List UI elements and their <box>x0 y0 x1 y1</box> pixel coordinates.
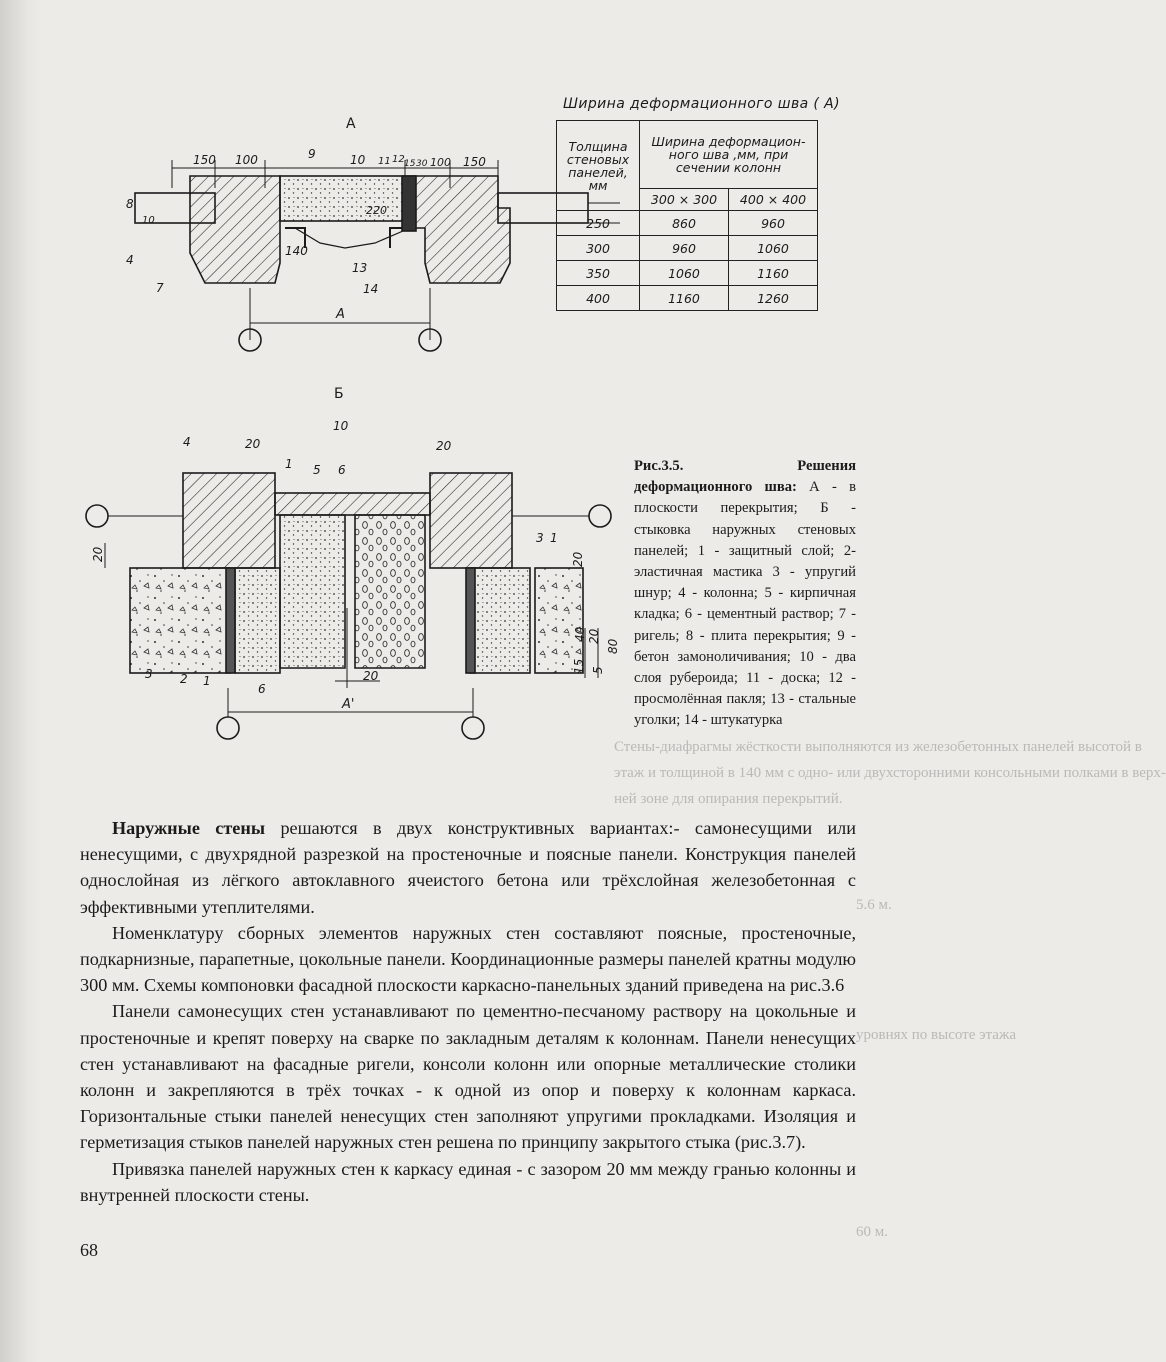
header-joint-width: Ширина деформацион- ного шва ,мм, при сечении колонн <box>640 121 818 189</box>
mark-3-b: 3 <box>536 531 544 545</box>
cell-value-300: 960 <box>640 236 729 261</box>
mark-10-vertical: 10 <box>142 215 155 226</box>
bleed-through-line: ней зоне для опирания перекрытий. <box>614 791 843 807</box>
dim-20-top-left: 20 <box>245 437 261 451</box>
term-outer-walls: Наружные стены <box>112 818 266 838</box>
cell-value-400: 1260 <box>728 286 817 311</box>
cell-value-300: 1060 <box>640 261 729 286</box>
caption-text: А - в плоскости перекрытия; Б - стыковка наружных стеновых панелей; 1 - защитный слой; 2- эластичная мастика 3 - упругий шнур; 4 - колонна; 5 - кирпичная кладка; 6 - цементный раствор; 7 - ригель; 8 - плита перекрытия; 9 - бетон замоноличивания; 10 - два слоя рубероида; 11 - доска; 12 - просмолённая пакля; 13 - стальные уголки; 14 - штукатурка <box>634 479 857 729</box>
paragraph: Номенклатуру сборных элементов наружных стен составляют поясные, простеночные, подкарнизные, парапетные, цокольные панели. Координационные размеры панелей кратны модулю 300 мм. Схемы компоновки фасадной плоскости каркасно-панельных зданий приведена на рис.3.6 <box>80 922 856 996</box>
bleed-through-line: уровнях по высоте этажа <box>856 1027 1016 1043</box>
dim-80: 80 <box>606 638 620 654</box>
caption-title: Рис.3.5. Решения деформационного шва: <box>634 458 856 496</box>
cell-thickness: 350 <box>557 261 640 286</box>
header-section-300: 300 × 300 <box>640 189 729 211</box>
mark-1-b: 1 <box>285 457 293 471</box>
dim-20-left: 20 <box>91 546 105 562</box>
dim-220: 220 <box>366 204 387 217</box>
dim-100-right: 100 <box>430 156 451 169</box>
dim-150-left: 150 <box>193 153 216 167</box>
table-row <box>557 261 818 286</box>
table-row <box>557 286 818 311</box>
mark-11: 11 <box>378 156 391 167</box>
dim-150-right: 150 <box>463 155 486 169</box>
cell-value-400: 1060 <box>728 236 817 261</box>
paragraph: Панели самонесущих стен устанавливают по цементно-песчаному раствору на цокольные и простеночные и крепят поверху на сварке по закладным деталям к колоннам. Панели ненесущих стен устанавливают на фасадные ригели, консоли колонн или опорные металлические столики колонн и закрепляются в трёх точках - к одной из опор и поверху к колоннам каркаса. Горизонтальные стыки панелей ненесущих стен заполняют упругими прокладками. Изоляция и герметизация стыков панелей наружных стен решена по принципу закрытого стыка (рис.3.7). <box>80 1001 856 1153</box>
cell-value-300: 1160 <box>640 286 729 311</box>
mark-1-b-right: 1 <box>550 531 558 545</box>
table-row <box>557 211 818 236</box>
mark-12: 12 <box>392 154 405 165</box>
deformation-joint-drawing <box>80 88 620 748</box>
dim-20-top-right: 20 <box>436 439 452 453</box>
mark-4: 4 <box>126 253 134 267</box>
cell-thickness: 250 <box>557 211 640 236</box>
dim-30: 30 <box>416 159 428 169</box>
joint-width-table <box>556 120 818 311</box>
detail-b-label: Б <box>334 386 344 402</box>
mark-7: 7 <box>156 281 164 295</box>
cell-value-400: 1160 <box>728 261 817 286</box>
body-text <box>80 815 856 1208</box>
header-section-400: 400 × 400 <box>728 189 817 211</box>
mark-6-b-bottom: 6 <box>258 682 266 696</box>
detail-b <box>86 386 611 739</box>
dim-20-bottom: 20 <box>363 669 379 683</box>
cell-value-400: 960 <box>728 211 817 236</box>
paragraph <box>80 815 856 920</box>
table-row <box>557 236 818 261</box>
bleed-through-line: Стены-диафрагмы жёсткости выполняются из железобетонных панелей высотой в <box>614 739 1142 755</box>
bleed-through-line: этаж и толщиной в 140 мм с одно- или двухсторонними консольными полками в верх- <box>614 765 1166 781</box>
mark-14: 14 <box>363 282 379 296</box>
dim-140: 140 <box>285 244 308 258</box>
header-wall-thickness: Толщина стеновых панелей, мм <box>557 121 640 211</box>
dimension-a-prime: А' <box>342 697 355 712</box>
mark-4-b: 4 <box>183 435 191 449</box>
cell-value-300: 860 <box>640 211 729 236</box>
dim-5: 5 <box>591 666 605 674</box>
mark-10-top: 10 <box>350 153 366 167</box>
detail-a <box>135 116 620 351</box>
paragraph-text: решаются в двух конструктивных вариантах:- самонесущими или ненесущими, с двухрядной разрезкой на простеночные и поясные панели. Конструкция панелей однослойная из лёгкого автоклавного ячеистого бетона или трёхслойная железобетонная с эффективными утеплителями. <box>80 818 856 917</box>
paragraph: Привязка панелей наружных стен к каркасу единая - с зазором 20 мм между гранью колонны и внутренней плоскости стены. <box>80 1158 856 1205</box>
mark-2-b: 2 <box>180 672 188 686</box>
detail-a-label: А <box>346 116 356 132</box>
figure-caption <box>634 456 856 732</box>
mark-8: 8 <box>126 197 134 211</box>
mark-10-b: 10 <box>333 419 349 433</box>
dim-15: 15 <box>404 159 416 169</box>
dim-20-far-right: 20 <box>587 628 601 644</box>
mark-9: 9 <box>308 147 316 161</box>
dim-15: 15 <box>572 658 586 674</box>
page-edge-shadow <box>0 0 40 1362</box>
cell-thickness: 300 <box>557 236 640 261</box>
bleed-through-line: 60 м. <box>856 1224 888 1240</box>
dim-40: 40 <box>573 626 587 642</box>
mark-13: 13 <box>352 261 368 275</box>
dimension-a: А <box>336 307 345 322</box>
mark-1-b-bottom: 1 <box>203 674 211 688</box>
bleed-through-line: 5.6 м. <box>856 897 892 913</box>
mark-6-b: 6 <box>338 463 346 477</box>
mark-3-b-left: 3 <box>145 667 153 681</box>
table-title: Ширина деформационного шва ( А) <box>563 96 840 112</box>
mark-5-b: 5 <box>313 463 321 477</box>
page-number: 68 <box>80 1240 98 1260</box>
dim-20-right: 20 <box>571 551 585 567</box>
cell-thickness: 400 <box>557 286 640 311</box>
dim-100-left: 100 <box>235 153 258 167</box>
